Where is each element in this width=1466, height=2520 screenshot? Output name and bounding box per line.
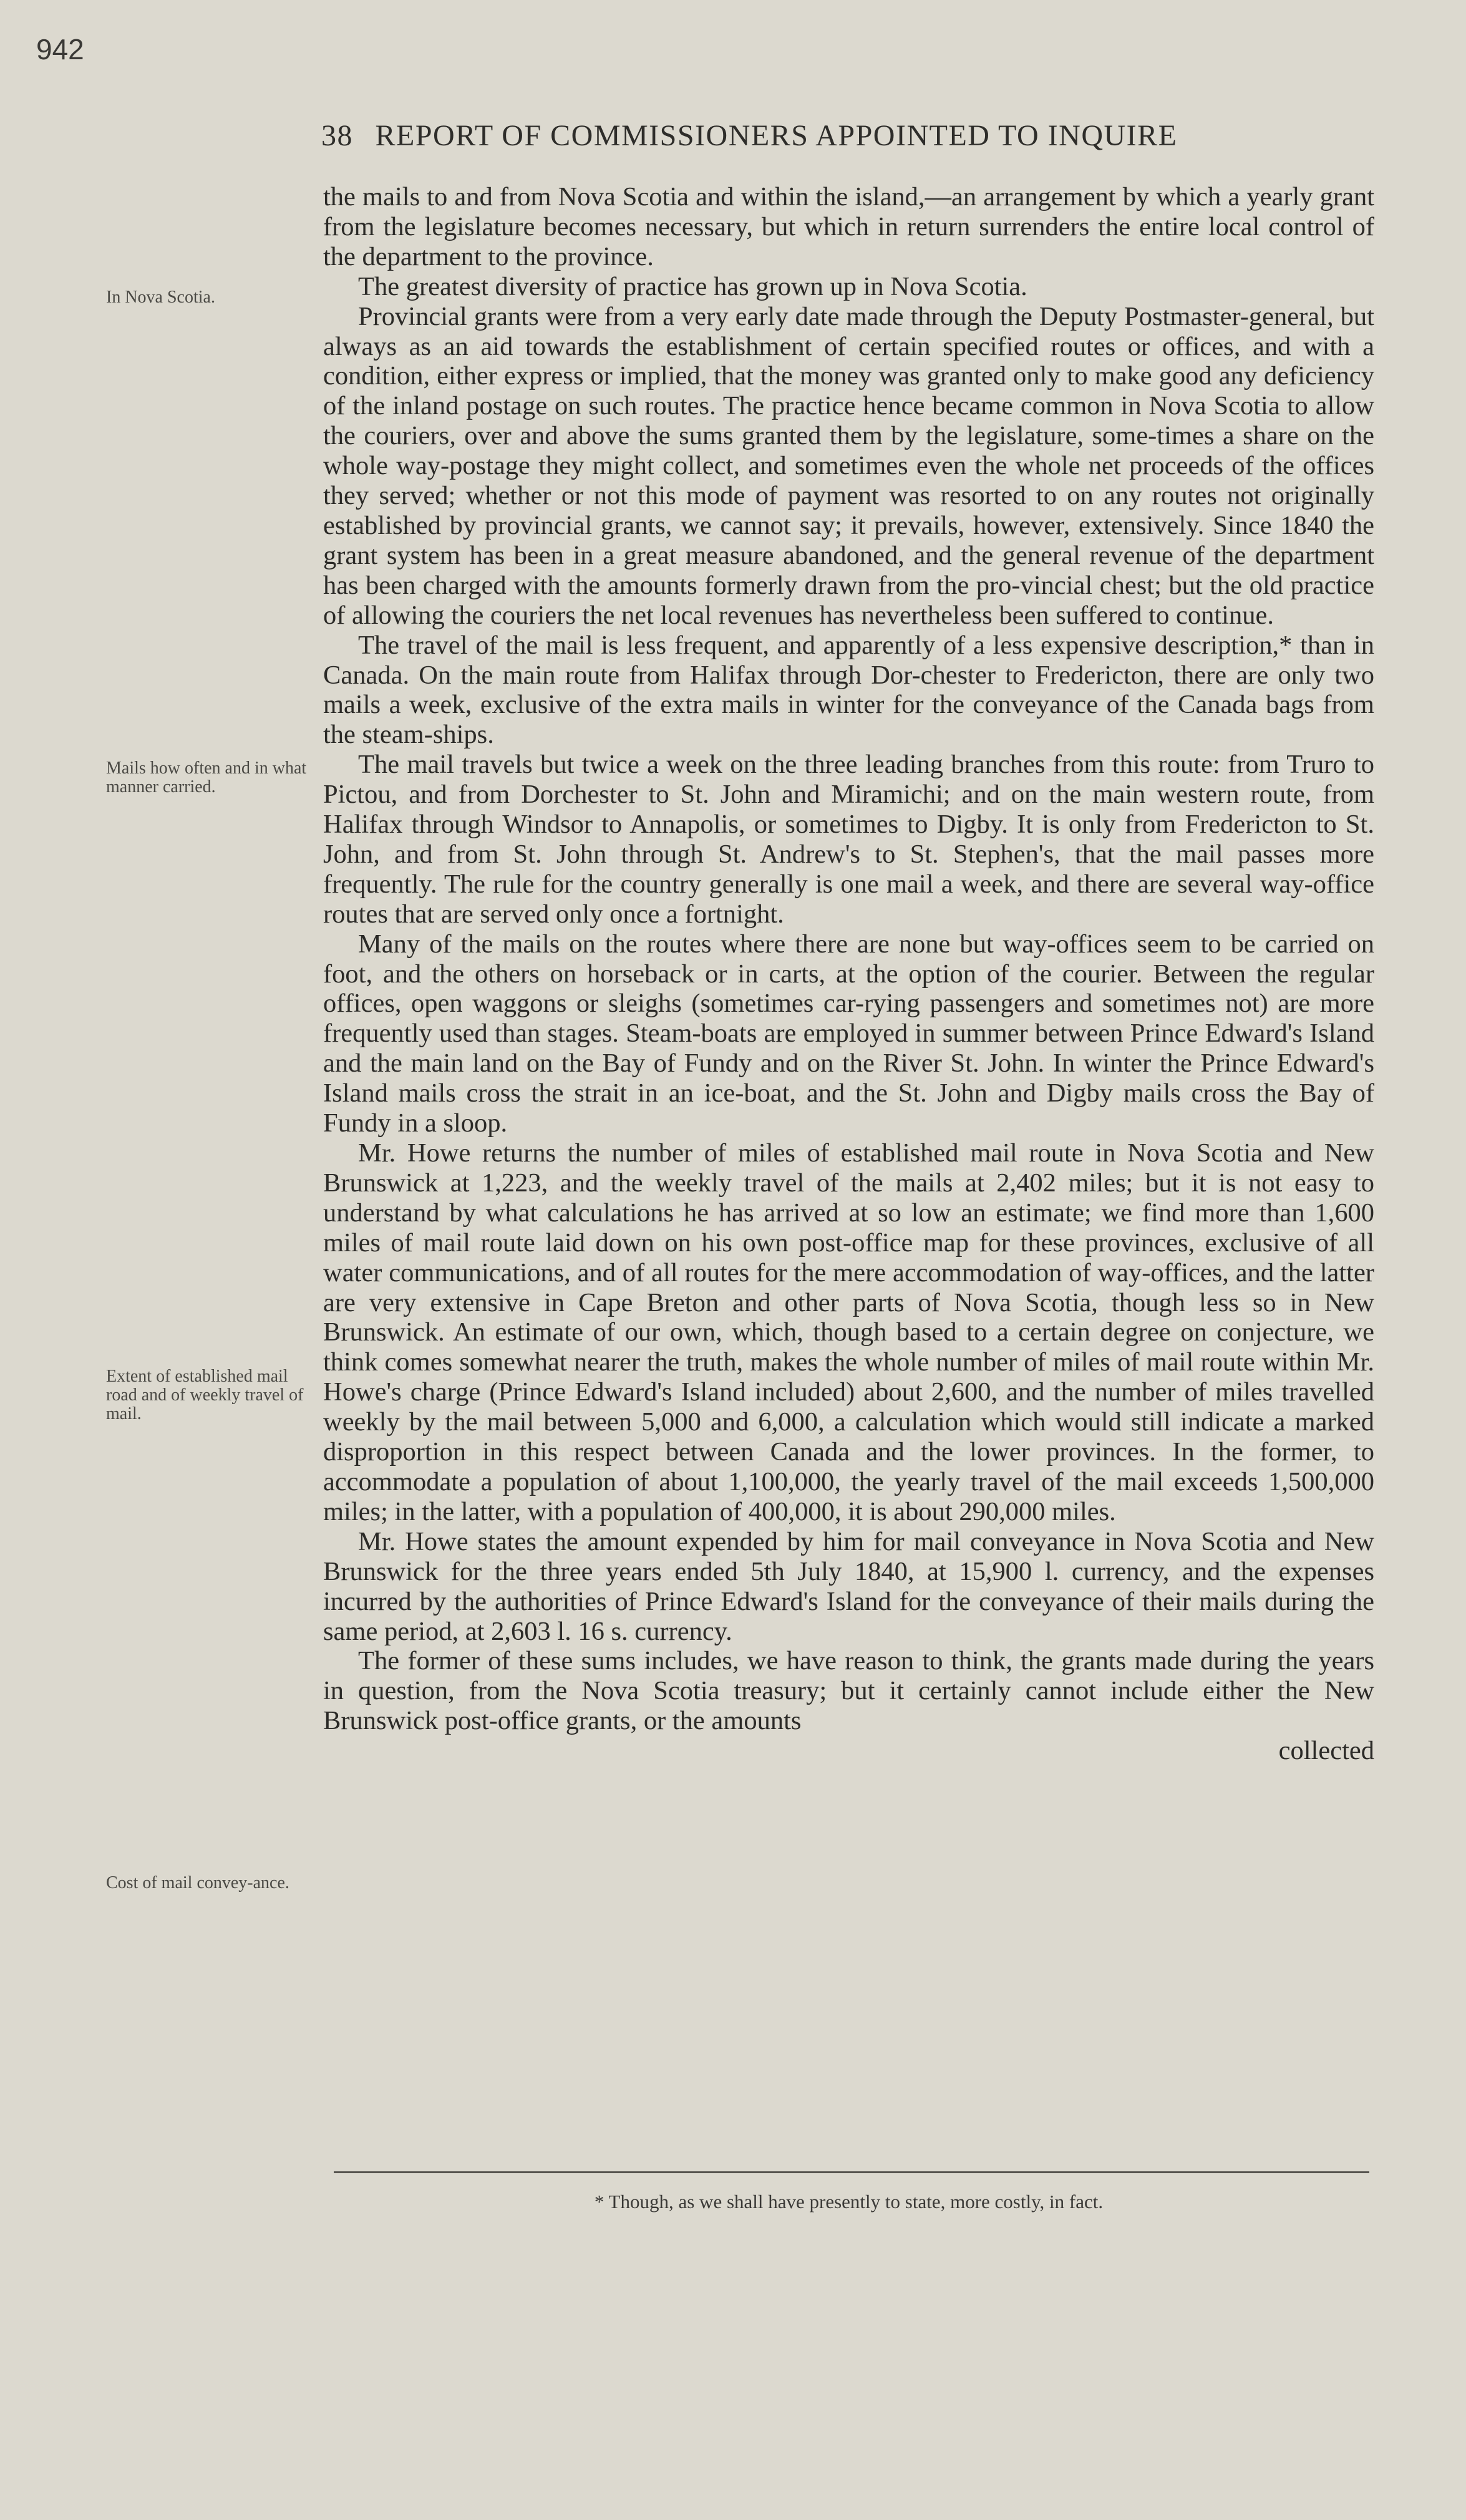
sidenote-cost-of-conveyance: Cost of mail convey-ance. xyxy=(106,1873,289,1892)
body-text xyxy=(323,182,1374,1766)
header-page-number: 38 xyxy=(321,119,353,152)
sidenote-mails-frequency: Mails how often and in what manner carried. xyxy=(106,758,307,797)
paragraph: Provincial grants were from a very early date made through the Deputy Postmaster-general, but always as an aid towards the establishment of certain specified routes or offices, and with a condition, either express or implied, that the money was granted only to make good any deficiency of the inland postage on such routes. The practice hence became common in Nova Scotia to allow the couriers, over and above the sums granted them by the legislature, some-times a share on the whole way-postage they might collect, and sometimes even the whole net proceeds of the offices they served; whether or not this mode of payment was resorted to on any routes not originally established by provincial grants, we cannot say; it prevails, however, extensively. Since 1840 the grant system has been in a great measure abandoned, and the general revenue of the department has been charged with the amounts formerly drawn from the pro-vincial chest; but the old practice of allowing the couriers the net local revenues has nevertheless been suffered to continue. xyxy=(323,301,1374,630)
paragraph: The greatest diversity of practice has grown up in Nova Scotia. xyxy=(358,271,1027,301)
paragraph: Mr. Howe returns the number of miles of established mail route in Nova Scotia and New Brunswick at 1,223, and the weekly travel of the mails at 2,402 miles; but it is not easy to understand by what calculations he has arrived at so low an estimate; we find more than 1,600 miles of mail route laid down on his own post-office map for these provinces, exclusive of all water communications, and of all routes for the mere accommodation of way-offices, and the latter are very extensive in Cape Breton and other parts of Nova Scotia, though less so in New Brunswick. An estimate of our own, which, though based to a certain degree on conjecture, we think comes somewhat nearer the truth, makes the whole number of miles of mail route within Mr. Howe's charge (Prince Edward's Island included) about 2,600, and the number of miles travelled weekly by the mail between 5,000 and 6,000, a calculation which would still indicate a marked disproportion in this respect between Canada and the lower provinces. In the former, to accommodate a population of about 1,100,000, the yearly travel of the mail exceeds 1,500,000 miles; in the latter, with a population of 400,000, it is about 290,000 miles. xyxy=(323,1138,1374,1526)
page-number: 942 xyxy=(36,33,84,65)
running-header xyxy=(321,119,1376,153)
sidenote-extent-of-mail-road: Extent of established mail road and of weekly travel of mail. xyxy=(106,1367,304,1423)
sidenote-nova-scotia: In Nova Scotia. xyxy=(106,288,215,307)
paragraph: The former of these sums includes, we have reason to think, the grants made during the years in question, from the Nova Scotia treasury; but it certainly cannot include either the New Brunswick post-office grants, or the amounts xyxy=(323,1646,1374,1736)
paragraph: Many of the mails on the routes where there are none but way-offices seem to be carried on foot, and the others on horseback or in carts, at the option of the courier. Between the regular offices, open waggons or sleighs (sometimes car-rying passengers and sometimes not) are more frequently used than stages. Steam-boats are employed in summer between Prince Edward's Island and the main land on the Bay of Fundy and on the River St. John. In winter the Prince Edward's Island mails cross the strait in an ice-boat, and the St. John and Digby mails cross the Bay of Fundy in a sloop. xyxy=(323,929,1374,1138)
paragraph: the mails to and from Nova Scotia and within the island,—an arrangement by which a yearly grant from the legislature becomes necessary, but which in return surrenders the entire local control of the department to the province. xyxy=(323,182,1374,271)
paragraph: The travel of the mail is less frequent, and apparently of a less expensive description,* than in Canada. On the main route from Halifax through Dor-chester to Fredericton, there are only two mails a week, exclusive of the extra mails in winter for the conveyance of the Canada bags from the steam-ships. xyxy=(323,630,1374,750)
footnote-rule xyxy=(334,2171,1369,2173)
header-title: REPORT OF COMMISSIONERS APPOINTED TO INQUIRE xyxy=(375,119,1178,152)
catchword: collected xyxy=(1278,1736,1374,1766)
footnote: * Though, as we shall have presently to state, more costly, in fact. xyxy=(594,2191,1104,2212)
paragraph: Mr. Howe states the amount expended by him for mail conveyance in Nova Scotia and New Brunswick for the three years ended 5th July 1840, at 15,900 l. currency, and the expenses incurred by the authorities of Prince Edward's Island for the conveyance of their mails during the same period, at 2,603 l. 16 s. currency. xyxy=(323,1526,1374,1646)
paragraph: The mail travels but twice a week on the three leading branches from this route: from Truro to Pictou, and from Dorchester to St. John and Miramichi; and on the main western route, from Halifax through Windsor to Annapolis, or sometimes to Digby. It is only from Fredericton to St. John, and from St. John through St. Andrew's to St. Stephen's, that the mail passes more frequently. The rule for the country generally is one mail a week, and there are several way-office routes that are served only once a fortnight. xyxy=(323,750,1374,929)
